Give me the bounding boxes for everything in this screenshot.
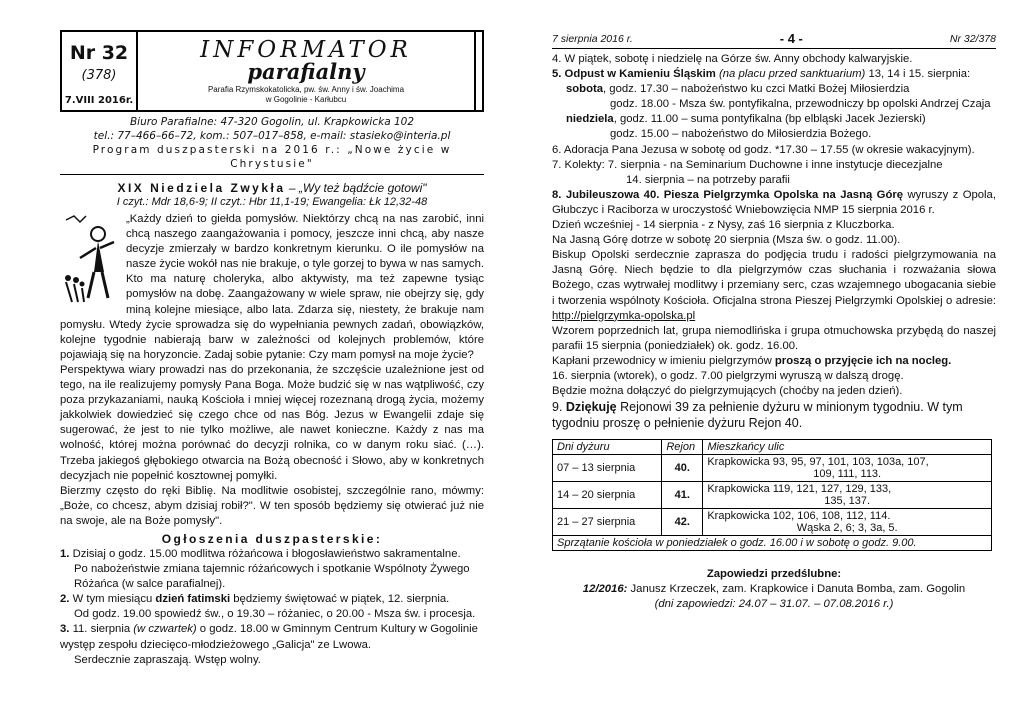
masthead-edge xyxy=(476,32,482,110)
sunday-heading xyxy=(60,181,484,195)
announcement-4: 4. W piątek, sobotę i niedzielę na Górze św. Anny obchody kalwaryjskie. xyxy=(552,53,913,65)
pilgrimage-title: 8. Jubileuszowa 40. Piesza Pielgrzymka Opolska na Jasną Górę xyxy=(552,188,904,201)
announcement-day: (w czwartek) xyxy=(133,623,197,636)
newsletter-subtitle: parafialny xyxy=(247,59,365,84)
announcement-1b: Po nabożeństwie zmiana tajemnic różańcowych i spotkanie Wspólnoty Żywego Różańca (w salce parafialnej). xyxy=(74,563,470,591)
pilgrimage-join: Będzie można dołączyć do pielgrzymujących (choćby na jeden dzień). xyxy=(552,385,903,398)
announcement-3b: Serdecznie zapraszają. Wstęp wolny. xyxy=(74,653,261,666)
row-days: 21 – 27 sierpnia xyxy=(553,509,662,536)
col-streets: Mieszkańcy ulic xyxy=(703,440,992,455)
left-announcements xyxy=(60,547,484,668)
duty-table-footer xyxy=(553,536,992,551)
lodging-text: Kapłani przewodnicy w imieniu pielgrzymów xyxy=(552,354,775,367)
sunday-dash: – xyxy=(285,181,299,195)
announcement-8 xyxy=(552,188,996,218)
banns-dates: (dni zapowiedzi: 24.07 – 31.07. – 07.08.2016 r.) xyxy=(654,598,894,611)
streets-line: Krapkowicka 93, 95, 97, 101, 103, 103a, 107, xyxy=(707,456,929,469)
streets-line: Wąska 2, 6; 3, 3a, 5. xyxy=(796,522,898,535)
table-row xyxy=(553,509,992,536)
indulgence-saturday xyxy=(552,82,996,97)
right-page xyxy=(512,0,1024,724)
readings: I czyt.: Mdr 18,6-9; II czyt.: Hbr 11,1-19; Ewangelia: Łk 12,32-48 xyxy=(116,196,428,208)
pilgrimage-invitation xyxy=(552,248,996,323)
announcement-num: 3. xyxy=(60,623,70,636)
parish-name xyxy=(138,85,474,105)
saturday-label: sobota xyxy=(566,83,604,96)
announcement-text: o godz. 18.00 w Gminnym Centrum Kultury w Gogolinie występ zespołu dziecięco-młodzieżowego „Galicja" ze Lwowa. xyxy=(60,623,478,651)
thanks-text: Rejonowi 39 za pełnienie dyżuru w minionym tygodniu. W tym tygodniu proszę o pełnienie dyżuru Rejon 40. xyxy=(552,400,963,431)
announcement-text: W tym miesiącu xyxy=(72,593,156,606)
announcements-title: Ogłoszenia duszpasterskie: xyxy=(161,531,383,546)
pilgrimage-invitation-text: Biskup Opolski serdecznie zaprasza do podjęcia trudu i radości pielgrzymowania na Jasną Górę. Niech będzie to dla pielgrzymów czas słuchania i rozważania słowa Bożego, czas wytrwałej modlitwy i przemiany serc, czas wzajemnego ubogacania siebie i tworzenia wspólnoty Kościoła. Oficjalna strona Pieszej Pielgrzymki Opolskiej o adresie: xyxy=(552,249,996,307)
right-announcements xyxy=(552,52,996,431)
table-row xyxy=(553,482,992,509)
row-days: 14 – 20 sierpnia xyxy=(553,482,662,509)
indulgence-place: (na placu przed sanktuarium) xyxy=(715,68,866,81)
sunday-text: , godz. 11.00 – suma pontyfikalna (bp elbląski Jacek Jezierski) xyxy=(613,113,926,126)
sower-illustration-icon xyxy=(60,212,120,304)
announcement-text: będziemy świętować w piątek, 12. sierpnia. xyxy=(230,593,450,606)
indulgence-sunday-2: godz. 15.00 – nabożeństwo do Miłosierdzia Bożego. xyxy=(610,128,872,141)
row-region: 40. xyxy=(662,455,703,482)
streets-line: Krapkowicka 102, 106, 108, 112, 114. xyxy=(707,510,891,523)
banns-names: Janusz Krzeczek, zam. Krapkowice i Danuta Bomba, zam. Gogolin xyxy=(627,583,966,596)
masthead xyxy=(60,30,484,112)
pastoral-program: Program duszpasterski na 2016 r.: „Nowe życie w Chrystusie" xyxy=(60,143,484,175)
marriage-banns xyxy=(552,567,996,612)
pilgrimage-departure: 16. sierpnia (wtorek), o godz. 7.00 pielgrzymi wyruszą w dalszą drogę. xyxy=(552,369,904,382)
pilgrimage-lodging xyxy=(552,354,996,369)
duty-table xyxy=(552,439,992,551)
office-address: Biuro Parafialne: 47-320 Gogolin, ul. Krapkowicka 102 xyxy=(129,116,415,128)
sunday-label: niedziela xyxy=(566,113,614,126)
thanks-word: Dziękuję xyxy=(565,400,617,415)
row-streets xyxy=(703,509,992,536)
announcement-2 xyxy=(60,592,484,607)
fatima-day: dzień fatimski xyxy=(155,593,231,606)
announcement-7: 7. Kolekty: 7. sierpnia - na Seminarium Duchowne i inne instytucje diecezjalne xyxy=(552,158,943,171)
indulgence-dates: 13, 14 i 15. sierpnia: xyxy=(865,68,971,81)
announcement-5 xyxy=(552,67,996,82)
issue-total: (378) xyxy=(81,68,117,83)
homily xyxy=(60,212,484,529)
parish-office xyxy=(60,115,484,143)
announcement-6: 6. Adoracja Pana Jezusa w sobotę od godz. *17.30 – 17.55 (w okresie wakacyjnym). xyxy=(552,143,975,156)
announcement-7b: 14. sierpnia – na potrzeby parafii xyxy=(626,173,790,186)
duty-table-header xyxy=(553,440,992,455)
row-streets xyxy=(703,482,992,509)
announcement-1 xyxy=(60,547,484,562)
newsletter-title: INFORMATOR xyxy=(200,37,412,63)
table-row xyxy=(553,455,992,482)
pilgrimage-text: wyruszy z Opola, Głubczyc i Raciborza w uroczystość Wniebowzięcia NMP 15 sierpnia 2016 r. xyxy=(552,188,996,216)
indulgence-title: 5. Odpust w Kamieniu Śląskim xyxy=(552,68,716,81)
announcement-text: Dzisiaj o godz. 15.00 modlitwa różańcowa i błogosławieństwo sakramentalne. xyxy=(72,547,461,560)
parish-line-2: w Gogolinie - Karłubcu xyxy=(265,95,347,104)
homily-paragraph-2: Perspektywa wiary prowadzi nas do przekonania, że szczęście uzależnione jest od tego, na ile realizujemy pomysły Pana Boga. Może budzić się w nas wątpliwość, czy poza przykazaniami, nauką Kościoła i mniej więcej rozeznaną drogą życia, możemy jakkolwiek dowiedzieć się czego chce od nas Bóg. Jezus w Ewangelii zdaje się sugerować, że jest to nie tylko możliwe, ale nawet konieczne. Każdy z nas ma wolność, której można porównać do decyzji rolnika, co w danym roku siać. (…). Trzeba jakiegoś głębokiego otwarcia na Bożą obecność i Słowo, aby w konkretnych decyzjach nie popełnić kosztownej pomyłki. xyxy=(60,363,484,482)
pilgrimage-groups: Wzorem poprzednich lat, grupa niemodlińska i grupa otmuchowska przybędą do naszej parafii 15 sierpnia (poniedziałek) ok. godz. 16.00. xyxy=(552,324,996,352)
issue-box xyxy=(62,32,138,110)
announcement-num: 2. xyxy=(60,593,70,606)
sunday-quote: „Wy też bądźcie gotowi" xyxy=(298,181,427,195)
announcement-num: 9. xyxy=(552,400,566,415)
row-streets xyxy=(703,455,992,482)
title-box xyxy=(138,32,476,110)
banns-title: Zapowiedzi przedślubne: xyxy=(706,568,842,581)
row-region: 41. xyxy=(662,482,703,509)
sunday-name: XIX Niedziela Zwykła xyxy=(117,181,286,195)
cleaning-note: Sprzątanie kościoła w poniedziałek o godz. 16.00 i w sobotę o godz. 9.00. xyxy=(553,536,992,551)
banns-entry xyxy=(552,582,996,597)
banns-ref: 12/2016: xyxy=(582,583,628,596)
announcement-text: 11. sierpnia xyxy=(72,623,134,636)
page-header xyxy=(552,32,996,49)
pilgrimage-link[interactable]: http://pielgrzymka-opolska.pl xyxy=(552,309,696,322)
indulgence-sunday xyxy=(552,112,996,127)
pilgrimage-nysa: Dzień wcześniej - 14 sierpnia - z Nysy, zaś 16 sierpnia z Kluczborka. xyxy=(552,219,895,232)
issue-date: 7.VIII 2016r. xyxy=(64,95,134,106)
pilgrimage-arrival: Na Jasną Górę dotrze w sobotę 20 sierpnia (Msza św. o godz. 11.00). xyxy=(552,234,901,247)
announcement-9 xyxy=(552,399,996,431)
announcement-2b: Od godz. 19.00 spowiedź św., o 19.30 – różaniec, o 20.00 - Msza św. i procesja. xyxy=(74,608,476,621)
announcement-num: 1. xyxy=(60,547,70,560)
col-region: Rejon xyxy=(662,440,703,455)
lodging-request: proszą o przyjęcie ich na nocleg. xyxy=(774,354,952,367)
announcement-3 xyxy=(60,622,484,652)
homily-paragraph-3: Bierzmy często do ręki Biblię. Na modlitwie osobistej, szczególnie rano, mówmy: „Boże, co chcesz, abym dzisiaj robił?". W ten sposób będziemy się otwierać już nie na swoje, ale na Boże pomysły". xyxy=(60,484,484,527)
issue-number: Nr 32 xyxy=(69,42,129,64)
col-days: Dni dyżuru xyxy=(553,440,662,455)
row-days: 07 – 13 sierpnia xyxy=(553,455,662,482)
indulgence-saturday-2: godz. 18.00 - Msza św. pontyfikalna, przewodniczy bp opolski Andrzej Czaja xyxy=(610,98,991,111)
parish-line-1: Parafia Rzymskokatolicka, pw. św. Anny i św. Joachima xyxy=(207,85,405,94)
row-region: 42. xyxy=(662,509,703,536)
office-contact: tel.: 77–466–66–72, kom.: 507–017–858, e-mail: stasieko@interia.pl xyxy=(93,130,451,142)
header-issue: Nr 32/378 xyxy=(949,33,996,45)
page-number: - 4 - xyxy=(779,31,803,46)
streets-line: 109, 111, 113. xyxy=(813,468,882,481)
streets-line: 135, 137. xyxy=(824,495,871,508)
header-date: 7 sierpnia 2016 r. xyxy=(552,33,633,45)
homily-paragraph-1: „Każdy dzień to giełda pomysłów. Niektórzy chcą na nas zarobić, inni chcą naszego zaangażowania i pomocy, jeszcze inni chcą, aby nasze decyzje zmierzały w bardzo konkretnym kierunku. O ile pomysłów na nasze życie wokół nas nie brakuje, o tyle gorzej to bywa w nas samych. Kto ma naturę choleryka, albo aktywisty, ma też zapewne tysiąc pomysłów na dobę. Zaangażowany w wiele spraw, nie obejrzy się, gdy miną kolejne miesiące, albo lata. Zdarza się, niestety, że brakuje nam pomysłu. Wtedy życie sprowadza się do wypełniania pewnych zadań, obowiązków, kolejne tygodnie nabierają barw w zależności od kolejnych problemów, które pojawiają się na horyzoncie. Zadaj sobie pytanie: Czy mam pomysł na moje życie? xyxy=(60,213,484,361)
streets-line: Krapkowicka 119, 121, 127, 129, 133, xyxy=(707,483,892,496)
saturday-text: , godz. 17.30 – nabożeństwo ku czci Matki Bożej Miłosierdzia xyxy=(603,83,910,96)
